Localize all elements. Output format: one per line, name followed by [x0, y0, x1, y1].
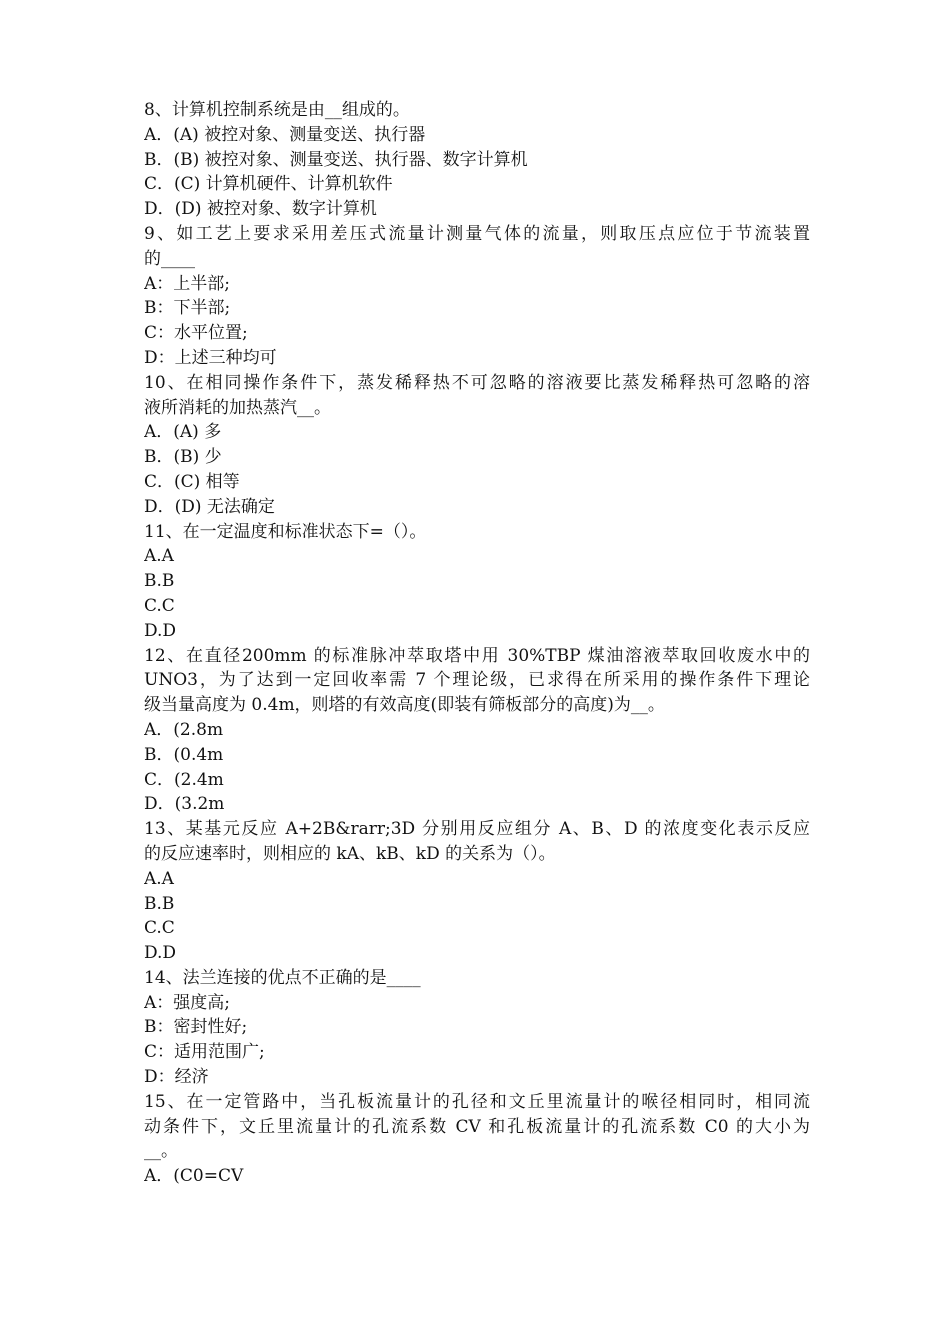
text-line: C．(C) 计算机硬件、计算机软件 — [144, 174, 393, 195]
text-line: __。 — [144, 1141, 178, 1162]
text-line: 的反应速率时，则相应的 kA、kB、kD 的关系为（）。 — [144, 843, 556, 864]
text-line: A．(C0=CV — [144, 1166, 244, 1187]
text-line: 13、某基元反应 A+2B&rarr;3D 分别用反应组分 A、B、D 的浓度变化表示反应 — [144, 819, 810, 840]
text-line: 8、计算机控制系统是由__组成的。 — [144, 100, 410, 120]
text-line: 14、法兰连接的优点不正确的是____ — [144, 967, 421, 988]
text-line: A.A — [144, 546, 174, 567]
text-line: A．(2.8m — [144, 719, 224, 740]
text-line: B：密封性好; — [144, 1017, 248, 1038]
text-line: A.A — [144, 868, 174, 889]
text-line: B．(B) 少 — [144, 447, 222, 468]
text-line: C：水平位置; — [144, 323, 248, 344]
text-line: D．(D) 无法确定 — [144, 496, 275, 517]
text-line: D.D — [144, 943, 177, 964]
text-line: 级当量高度为 0.4m，则塔的有效高度(即装有筛板部分的高度)为__。 — [144, 695, 665, 716]
text-line: 的____ — [144, 248, 195, 269]
text-line: B.B — [144, 571, 175, 592]
text-line: C．(2.4m — [144, 769, 224, 790]
document-page — [144, 98, 810, 1189]
text-line: D.D — [144, 620, 177, 641]
text-line: B．(B) 被控对象、测量变送、执行器、数字计算机 — [144, 149, 528, 170]
text-line: 动条件下，文丘里流量计的孔流系数 CV 和孔板流量计的孔流系数 C0 的大小为 — [144, 1116, 810, 1137]
text-line: B．(0.4m — [144, 744, 224, 765]
text-line: A．(A) 多 — [144, 422, 222, 443]
text-line: C.C — [144, 595, 175, 616]
text-line: D：上述三种均可 — [144, 347, 277, 368]
text-line: 15、在一定管路中，当孔板流量计的孔径和文丘里流量计的喉径相同时，相同流 — [144, 1091, 810, 1112]
text-line: D：经济 — [144, 1067, 209, 1088]
text-line: C.C — [144, 918, 175, 939]
text-line: B：下半部; — [144, 298, 231, 319]
text-line: A：上半部; — [144, 273, 231, 294]
text-line: C．(C) 相等 — [144, 471, 240, 492]
text-line: UNO3，为了达到一定回收率需 7 个理论级，已求得在所采用的操作条件下理论 — [144, 670, 810, 691]
text-line: 9、如工艺上要求采用差压式流量计测量气体的流量，则取压点应位于节流装置 — [144, 223, 810, 244]
text-line: 液所消耗的加热蒸汽__。 — [144, 397, 331, 418]
text-line: 11、在一定温度和标准状态下=（）。 — [144, 521, 427, 542]
text-line: 10、在相同操作条件下，蒸发稀释热不可忽略的溶液要比蒸发稀释热可忽略的溶 — [144, 372, 810, 393]
text-line: A．(A) 被控对象、测量变送、执行器 — [144, 124, 426, 145]
text-line: D．(3.2m — [144, 794, 225, 815]
text-line: C：适用范围广; — [144, 1042, 265, 1063]
text-line: 12、在直径200mm 的标准脉冲萃取塔中用 30%TBP 煤油溶液萃取回收废水中的 — [144, 645, 810, 666]
text-line: D．(D) 被控对象、数字计算机 — [144, 199, 377, 220]
text-line: A：强度高; — [144, 992, 231, 1013]
text-line: B.B — [144, 893, 175, 914]
